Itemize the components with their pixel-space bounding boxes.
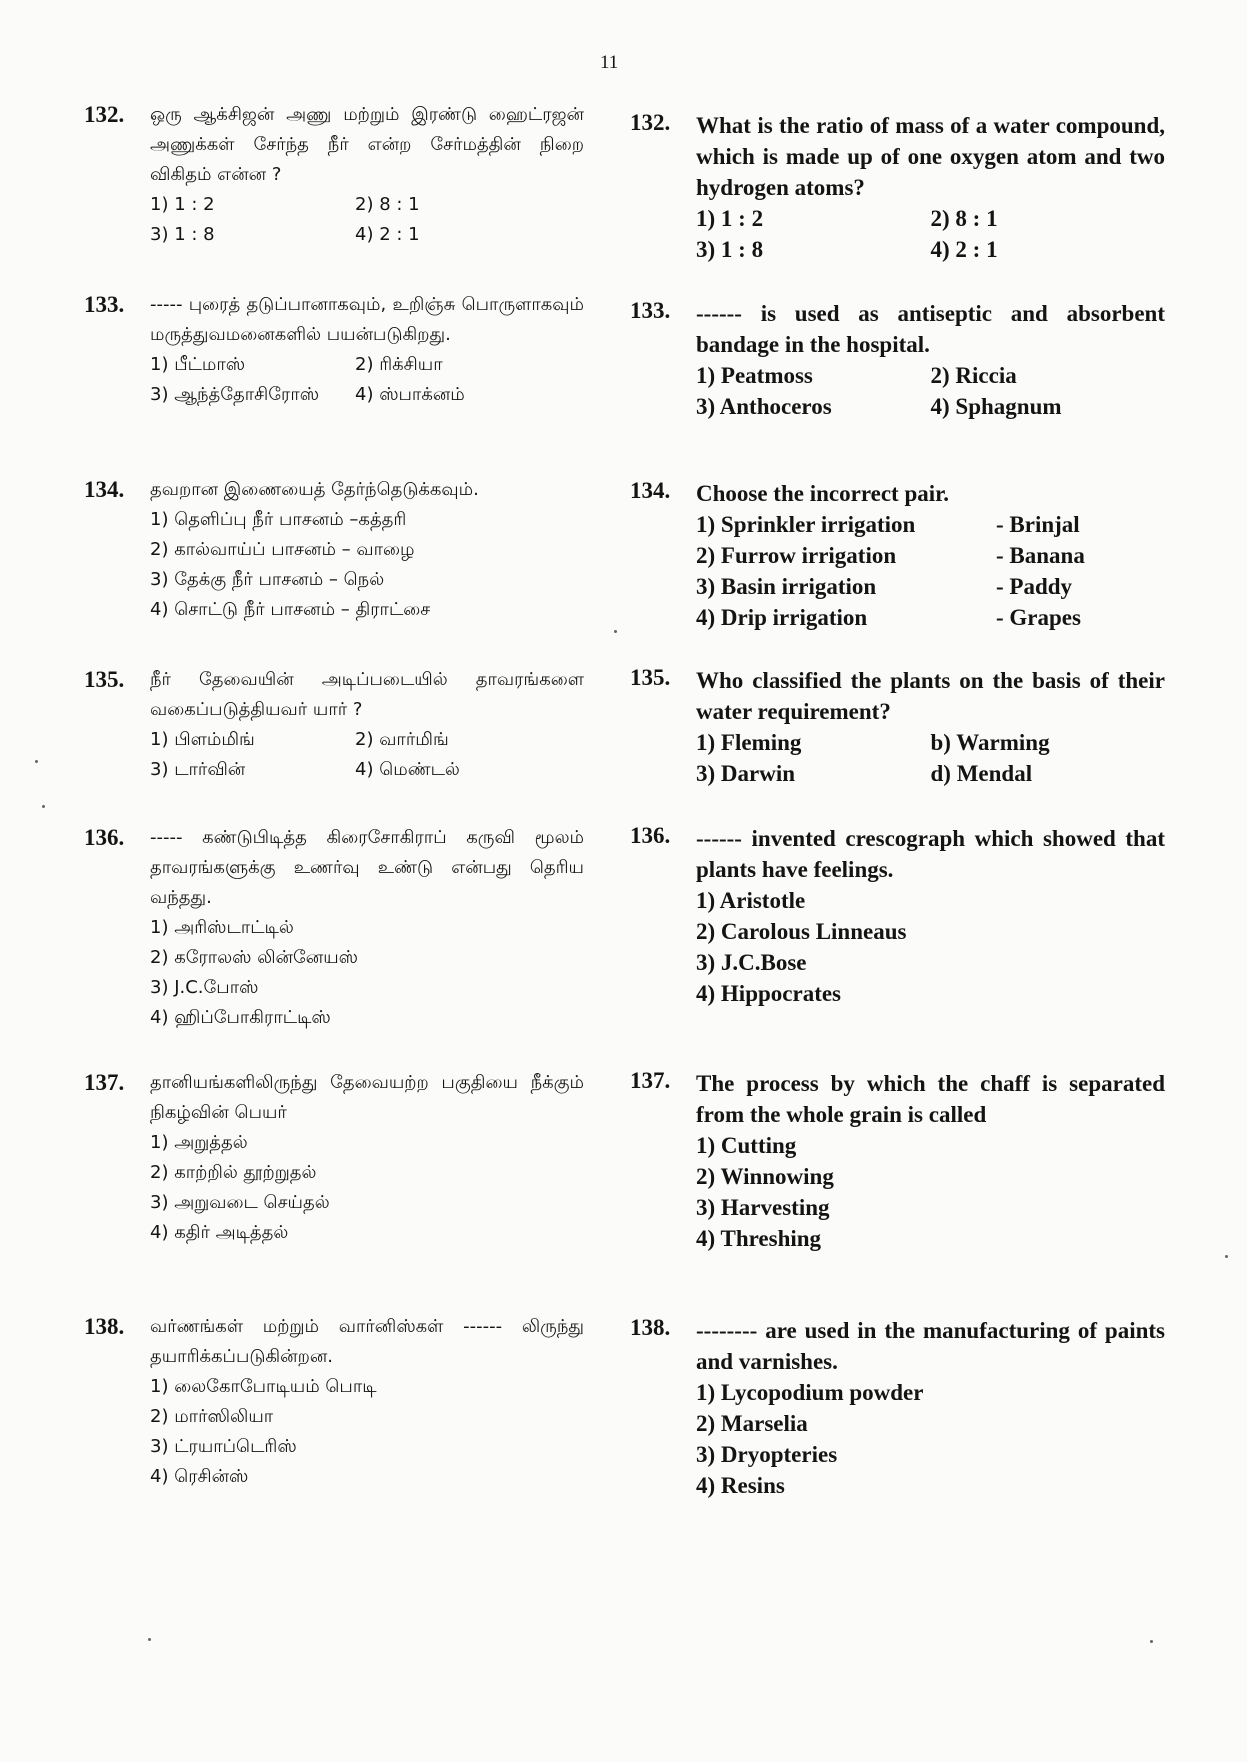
option-3: 3) அறுவடை செய்தல்	[150, 1192, 330, 1213]
pair-right: - Paddy	[996, 574, 1073, 599]
question-138-tamil	[84, 1312, 584, 1492]
option-1: 1) அரிஸ்டாட்டில்	[150, 917, 294, 938]
option-3: 3) Harvesting	[696, 1195, 830, 1220]
question-stem: ----- புரைத் தடுப்பானாகவும், உறிஞ்சு பொருளாகவும் மருத்துவமனைகளில் பயன்படுகிறது.	[150, 294, 584, 345]
pair-left: 4) Drip irrigation	[696, 605, 868, 630]
option-2: 2) 8 : 1	[930, 206, 998, 231]
option-4: 4) Sphagnum	[930, 394, 1062, 419]
question-132-english	[630, 110, 1165, 265]
option-1: 1) 1 : 2	[696, 206, 764, 231]
option-2: 2) மார்ஸிலியா	[150, 1406, 274, 1427]
scan-speck	[1225, 1255, 1228, 1258]
question-136-english	[630, 823, 1165, 1009]
question-number: 136.	[84, 825, 125, 850]
question-number: 137.	[630, 1068, 671, 1093]
question-stem: நீர் தேவையின் அடிப்படையில் தாவரங்களை வகைப்படுத்தியவர் யார் ?	[150, 669, 584, 720]
option-2: 2) காற்றில் தூற்றுதல்	[150, 1162, 317, 1183]
question-stem: வர்ணங்கள் மற்றும் வார்னிஸ்கள் ------ லிருந்து தயாரிக்கப்படுகின்றன.	[150, 1316, 584, 1367]
option-4: 4) ரெசின்ஸ்	[150, 1466, 249, 1487]
question-stem: Who classified the plants on the basis of their water requirement?	[696, 668, 1165, 724]
pair-left: 2) Furrow irrigation	[696, 543, 897, 568]
option-4: 4) சொட்டு நீர் பாசனம் – திராட்சை	[150, 599, 431, 620]
question-stem: The process by which the chaff is separated from the whole grain is called	[696, 1071, 1165, 1127]
option-3: 3) 1 : 8	[696, 237, 764, 262]
page-number: 11	[600, 52, 619, 73]
question-number: 134.	[84, 477, 125, 502]
question-stem: Choose the incorrect pair.	[696, 481, 949, 506]
option-4: 4) கதிர் அடித்தல்	[150, 1222, 289, 1243]
option-4: 4) ஸ்பாக்னம்	[355, 384, 465, 405]
option-4: d) Mendal	[930, 761, 1033, 786]
option-2: 2) Marselia	[696, 1411, 808, 1436]
pairs-table	[696, 509, 1165, 633]
scan-speck	[614, 630, 617, 633]
option-3: 3) ஆந்த்தோசிரோஸ்	[150, 384, 320, 405]
pair-left: 3) Basin irrigation	[696, 574, 877, 599]
option-2: b) Warming	[930, 730, 1050, 755]
question-number: 135.	[84, 667, 125, 692]
option-3: 3) Darwin	[696, 761, 796, 786]
option-2: 2) Carolous Linneaus	[696, 919, 907, 944]
option-3: 3) Dryopteries	[696, 1442, 838, 1467]
question-stem: What is the ratio of mass of a water compound, which is made up of one oxygen atom and two hydrogen atoms?	[696, 113, 1165, 200]
question-number: 133.	[630, 298, 671, 323]
option-3: 3) தேக்கு நீர் பாசனம் – நெல்	[150, 569, 385, 590]
option-4: 4) ஹிப்போகிராட்டிஸ்	[150, 1007, 331, 1028]
question-134-tamil	[84, 475, 584, 625]
question-stem: -------- are used in the manufacturing of paints and varnishes.	[696, 1318, 1165, 1374]
option-1: 1) பிளம்மிங்	[150, 729, 255, 750]
option-1: 1) Lycopodium powder	[696, 1380, 924, 1405]
question-133-english	[630, 298, 1165, 422]
option-1: 1) 1 : 2	[150, 194, 215, 215]
option-4: 4) மெண்டல்	[355, 759, 460, 780]
option-2: 2) கால்வாய்ப் பாசனம் – வாழை	[150, 539, 415, 560]
question-136-tamil	[84, 823, 584, 1033]
question-number: 134.	[630, 478, 671, 503]
question-135-tamil	[84, 665, 584, 785]
option-1: 1) லைகோபோடியம் பொடி	[150, 1376, 377, 1397]
option-3: 3) 1 : 8	[150, 224, 215, 245]
question-133-tamil	[84, 290, 584, 410]
scan-speck	[1150, 1640, 1153, 1643]
option-3: 3) Anthoceros	[696, 394, 832, 419]
option-2: 2) Riccia	[930, 363, 1017, 388]
question-stem: ஒரு ஆக்சிஜன் அணு மற்றும் இரண்டு ஹைட்ரஜன் அணுக்கள் சேர்ந்த நீர் என்ற சேர்மத்தின் நிறை விகிதம் என்ன ?	[150, 104, 584, 185]
scan-speck	[42, 805, 45, 808]
question-132-tamil	[84, 100, 584, 250]
question-number: 135.	[630, 665, 671, 690]
scan-speck	[35, 760, 38, 763]
question-134-english	[630, 478, 1165, 633]
question-number: 133.	[84, 292, 125, 317]
question-number: 138.	[84, 1314, 125, 1339]
option-1: 1) பீட்மாஸ்	[150, 354, 246, 375]
question-stem: ----- கண்டுபிடித்த கிரைசோகிராப் கருவி மூலம் தாவரங்களுக்கு உணர்வு உண்டு என்பது தெரிய வந்தது.	[150, 827, 584, 908]
option-4: 4) Hippocrates	[696, 981, 842, 1006]
pair-left: 1) Sprinkler irrigation	[696, 512, 916, 537]
question-stem: தானியங்களிலிருந்து தேவையற்ற பகுதியை நீக்கும் நிகழ்வின் பெயர்	[150, 1072, 584, 1123]
question-stem: ------ is used as antiseptic and absorbent bandage in the hospital.	[696, 301, 1165, 357]
option-2: 2) 8 : 1	[355, 194, 420, 215]
option-4: 4) 2 : 1	[930, 237, 998, 262]
scan-speck	[148, 1638, 151, 1641]
question-number: 132.	[630, 110, 671, 135]
option-1: 1) Cutting	[696, 1133, 797, 1158]
question-number: 132.	[84, 102, 125, 127]
option-2: 2) ரிக்சியா	[355, 354, 443, 375]
option-1: 1) தெளிப்பு நீர் பாசனம் –கத்தரி	[150, 509, 407, 530]
option-3: 3) J.C.போஸ்	[150, 977, 259, 998]
question-135-english	[630, 665, 1165, 789]
question-number: 138.	[630, 1315, 671, 1340]
question-stem: ------ invented crescograph which showed that plants have feelings.	[696, 826, 1165, 882]
option-3: 3) J.C.Bose	[696, 950, 807, 975]
option-1: 1) அறுத்தல்	[150, 1132, 248, 1153]
question-137-english	[630, 1068, 1165, 1254]
option-1: 1) Aristotle	[696, 888, 806, 913]
option-2: 2) கரோலஸ் லின்னேயஸ்	[150, 947, 358, 968]
option-1: 1) Peatmoss	[696, 363, 813, 388]
option-2: 2) Winnowing	[696, 1164, 834, 1189]
option-4: 4) Resins	[696, 1473, 785, 1498]
question-138-english	[630, 1315, 1165, 1501]
question-137-tamil	[84, 1068, 584, 1248]
option-3: 3) டார்வின்	[150, 759, 246, 780]
question-stem: தவறான இணையைத் தேர்ந்தெடுக்கவும்.	[150, 479, 479, 500]
question-number: 137.	[84, 1070, 125, 1095]
option-1: 1) Fleming	[696, 730, 802, 755]
option-3: 3) ட்ரயாப்டெரிஸ்	[150, 1436, 297, 1457]
option-4: 4) Threshing	[696, 1226, 822, 1251]
option-4: 4) 2 : 1	[355, 224, 420, 245]
pair-right: - Banana	[996, 543, 1085, 568]
option-2: 2) வார்மிங்	[355, 729, 449, 750]
pair-right: - Brinjal	[996, 512, 1080, 537]
pair-right: - Grapes	[996, 605, 1081, 630]
question-number: 136.	[630, 823, 671, 848]
